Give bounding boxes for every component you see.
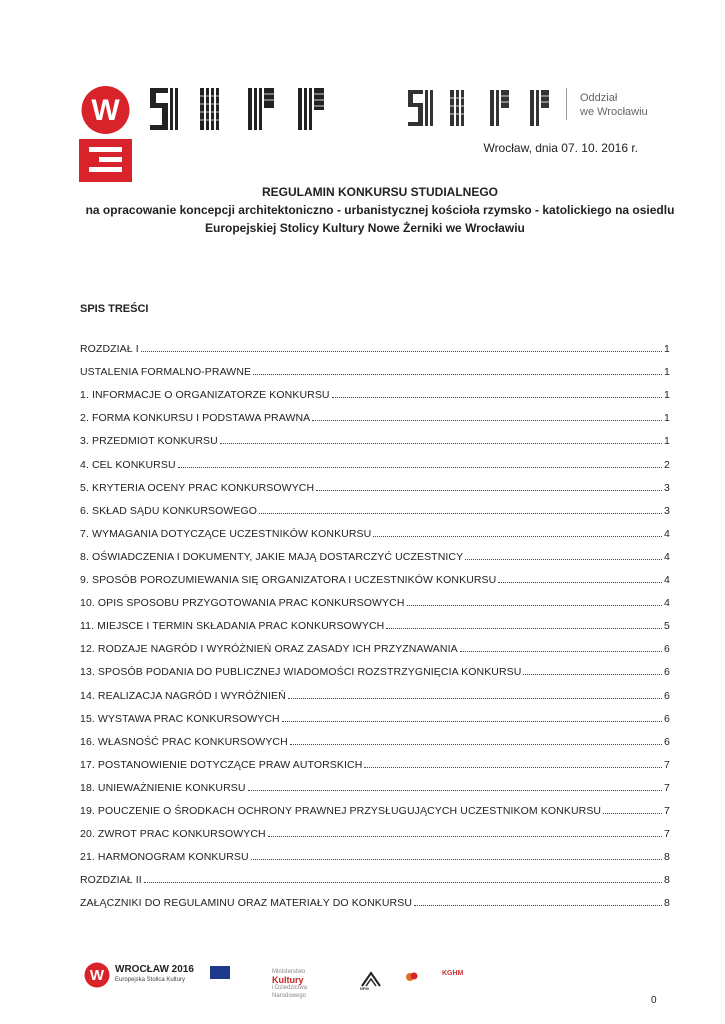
toc-leader-dots xyxy=(253,374,662,375)
toc-entry-page: 1 xyxy=(664,435,670,448)
toc-leader-dots xyxy=(414,905,662,906)
document-subtitle-line-2: Europejskiej Stolicy Kultury Nowe Żerniki we Wrocławiu xyxy=(205,221,525,235)
toc-entry[interactable] xyxy=(80,517,670,540)
toc-entry-page: 1 xyxy=(664,389,670,402)
toc-leader-dots xyxy=(290,744,662,745)
toc-entry-label: 5. KRYTERIA OCENY PRAC KONKURSOWYCH xyxy=(80,481,315,494)
wroclaw-2016-logo xyxy=(79,84,132,182)
toc-entry-label: 18. UNIEWAŻNIENIE KONKURSU xyxy=(80,781,246,794)
toc-entry-page: 3 xyxy=(664,504,670,517)
page-number: 0 xyxy=(651,995,657,1006)
toc-entry[interactable] xyxy=(80,678,670,701)
toc-entry-label: 19. POUCZENIE O ŚRODKACH OCHRONY PRAWNEJ PRZYSŁUGUJĄCYCH UCZESTNIKOM KONKURSU xyxy=(80,804,602,817)
toc-entry-page: 5 xyxy=(664,620,670,633)
toc-leader-dots xyxy=(316,490,662,491)
branch-line-1: Oddział xyxy=(580,92,618,104)
toc-entry-label: 11. MIEJSCE I TERMIN SKŁADANIA PRAC KONKURSOWYCH xyxy=(80,620,385,633)
toc-entry-label: ZAŁĄCZNIKI DO REGULAMINU ORAZ MATERIAŁY DO KONKURSU xyxy=(80,897,413,910)
toc-entry[interactable] xyxy=(80,609,670,632)
toc-entry[interactable] xyxy=(80,794,670,817)
toc-entry-label: 9. SPOSÓB POROZUMIEWANIA SIĘ ORGANIZATORA I UCZESTNIKÓW KONKURSU xyxy=(80,574,497,587)
svg-text:W: W xyxy=(89,967,105,984)
toc-leader-dots xyxy=(603,813,662,814)
toc-entry-page: 1 xyxy=(664,343,670,356)
toc-entry-page: 6 xyxy=(664,735,670,748)
toc-entry-label: USTALENIA FORMALNO-PRAWNE xyxy=(80,366,252,379)
nfm-label: NFM xyxy=(360,986,369,991)
toc-entry[interactable] xyxy=(80,817,670,840)
toc-entry-label: 2. FORMA KONKURSU I PODSTAWA PRAWNA xyxy=(80,412,311,425)
toc-entry-page: 4 xyxy=(664,527,670,540)
sarp-branch-logo xyxy=(406,88,556,128)
toc-leader-dots xyxy=(220,443,662,444)
toc-entry-label: 20. ZWROT PRAC KONKURSOWYCH xyxy=(80,828,266,841)
toc-entry[interactable] xyxy=(80,332,670,355)
toc-entry-label: 10. OPIS SPOSOBU PRZYGOTOWANIA PRAC KONKURSOWYCH xyxy=(80,597,405,610)
toc-leader-dots xyxy=(373,536,662,537)
toc-entry-page: 6 xyxy=(664,666,670,679)
table-of-contents xyxy=(80,332,670,909)
toc-leader-dots xyxy=(178,467,662,468)
toc-leader-dots xyxy=(465,559,662,560)
branch-line-2: we Wrocławiu xyxy=(580,106,648,118)
toc-entry[interactable] xyxy=(80,748,670,771)
toc-leader-dots xyxy=(386,628,662,629)
toc-entry-label: 13. SPOSÓB PODANIA DO PUBLICZNEJ WIADOMOŚCI ROZSTRZYGNIĘCIA KONKURSU xyxy=(80,666,522,679)
document-title: REGULAMIN KONKURSU STUDIALNEGO xyxy=(262,185,498,199)
footer-wroclaw-subtitle: Europejska Stolica Kultury xyxy=(115,977,186,983)
toc-entry-label: 8. OŚWIADCZENIA I DOKUMENTY, JAKIE MAJĄ DOSTARCZYĆ UCZESTNICY xyxy=(80,550,464,563)
ministry-line-2: Kultury xyxy=(272,975,304,985)
toc-entry[interactable] xyxy=(80,355,670,378)
toc-leader-dots xyxy=(259,513,662,514)
kghm-logo: KGHM xyxy=(442,970,464,977)
toc-entry-label: ROZDZIAŁ I xyxy=(80,343,139,356)
toc-leader-dots xyxy=(251,859,662,860)
eu-flag-icon xyxy=(210,966,230,979)
ministry-logo xyxy=(272,968,307,1000)
toc-leader-dots xyxy=(312,420,662,421)
toc-entry-page: 7 xyxy=(664,758,670,771)
toc-entry[interactable] xyxy=(80,863,670,886)
toc-leader-dots xyxy=(460,651,662,652)
toc-entry[interactable] xyxy=(80,632,670,655)
toc-entry[interactable] xyxy=(80,725,670,748)
toc-entry-page: 4 xyxy=(664,550,670,563)
toc-entry-page: 1 xyxy=(664,412,670,425)
toc-entry-page: 8 xyxy=(664,874,670,887)
toc-entry-page: 6 xyxy=(664,643,670,656)
toc-entry[interactable] xyxy=(80,563,670,586)
ministry-line-4: Narodowego xyxy=(272,993,307,999)
ministry-line-1: Ministerstwo xyxy=(272,969,306,975)
toc-entry[interactable] xyxy=(80,886,670,909)
toc-leader-dots xyxy=(248,790,662,791)
toc-leader-dots xyxy=(523,674,662,675)
toc-entry-label: ROZDZIAŁ II xyxy=(80,874,142,887)
toc-entry-label: 7. WYMAGANIA DOTYCZĄCE UCZESTNIKÓW KONKURSU xyxy=(80,527,372,540)
toc-leader-dots xyxy=(364,767,662,768)
toc-entry[interactable] xyxy=(80,378,670,401)
wroclaw-footer-icon xyxy=(84,962,110,988)
toc-entry-label: 12. RODZAJE NAGRÓD I WYRÓŻNIEŃ ORAZ ZASADY ICH PRZYZNAWANIA xyxy=(80,643,458,656)
toc-entry-page: 2 xyxy=(664,458,670,471)
toc-entry-page: 6 xyxy=(664,712,670,725)
toc-entry-page: 7 xyxy=(664,804,670,817)
toc-entry-page: 6 xyxy=(664,689,670,702)
toc-entry-page: 8 xyxy=(664,851,670,864)
toc-entry-label: 1. INFORMACJE O ORGANIZATORZE KONKURSU xyxy=(80,389,330,402)
toc-leader-dots xyxy=(282,721,662,722)
toc-leader-dots xyxy=(498,582,662,583)
toc-entry-page: 4 xyxy=(664,597,670,610)
toc-entry[interactable] xyxy=(80,447,670,470)
toc-entry-label: 21. HARMONOGRAM KONKURSU xyxy=(80,851,249,864)
toc-leader-dots xyxy=(141,351,662,352)
toc-entry-page: 7 xyxy=(664,828,670,841)
svg-text:W: W xyxy=(91,94,120,127)
toc-entry[interactable] xyxy=(80,494,670,517)
toc-entry-page: 1 xyxy=(664,366,670,379)
toc-entry[interactable] xyxy=(80,424,670,447)
toc-leader-dots xyxy=(407,605,663,606)
toc-leader-dots xyxy=(144,882,662,883)
toc-entry-label: 3. PRZEDMIOT KONKURSU xyxy=(80,435,218,448)
toc-entry-label: 16. WŁASNOŚĆ PRAC KONKURSOWYCH xyxy=(80,735,288,748)
toc-entry[interactable] xyxy=(80,401,670,424)
toc-entry-page: 4 xyxy=(664,574,670,587)
branch-label xyxy=(580,91,648,119)
toc-entry[interactable] xyxy=(80,840,670,863)
branch-divider xyxy=(566,88,567,120)
toc-entry-label: 14. REALIZACJA NAGRÓD I WYRÓŻNIEŃ xyxy=(80,689,286,702)
toc-heading: SPIS TREŚCI xyxy=(80,303,149,315)
toc-leader-dots xyxy=(332,397,662,398)
toc-entry[interactable] xyxy=(80,702,670,725)
toc-entry[interactable] xyxy=(80,771,670,794)
sarp-logo xyxy=(148,84,328,134)
toc-entry-page: 8 xyxy=(664,897,670,910)
toc-entry-page: 7 xyxy=(664,781,670,794)
toc-leader-dots xyxy=(268,836,662,837)
toc-entry-label: 4. CEL KONKURSU xyxy=(80,458,176,471)
toc-entry-label: 17. POSTANOWIENIE DOTYCZĄCE PRAW AUTORSKICH xyxy=(80,758,363,771)
ministry-line-3: i Dziedzictwa xyxy=(272,985,308,991)
toc-entry[interactable] xyxy=(80,586,670,609)
toc-entry-page: 3 xyxy=(664,481,670,494)
toc-entry[interactable] xyxy=(80,655,670,678)
footer-wroclaw-title: WROCŁAW 2016 xyxy=(115,964,194,975)
toc-entry[interactable] xyxy=(80,540,670,563)
toc-entry-label: 15. WYSTAWA PRAC KONKURSOWYCH xyxy=(80,712,280,725)
document-date: Wrocław, dnia 07. 10. 2016 r. xyxy=(483,141,638,155)
toc-entry[interactable] xyxy=(80,471,670,494)
toc-entry-label: 6. SKŁAD SĄDU KONKURSOWEGO xyxy=(80,504,258,517)
document-subtitle-line-1: na opracowanie koncepcji architektoniczno - urbanistycznej kościoła rzymsko - katolickiego na osiedlu xyxy=(85,203,675,217)
partner-logo-icon xyxy=(405,970,419,982)
toc-leader-dots xyxy=(288,698,662,699)
